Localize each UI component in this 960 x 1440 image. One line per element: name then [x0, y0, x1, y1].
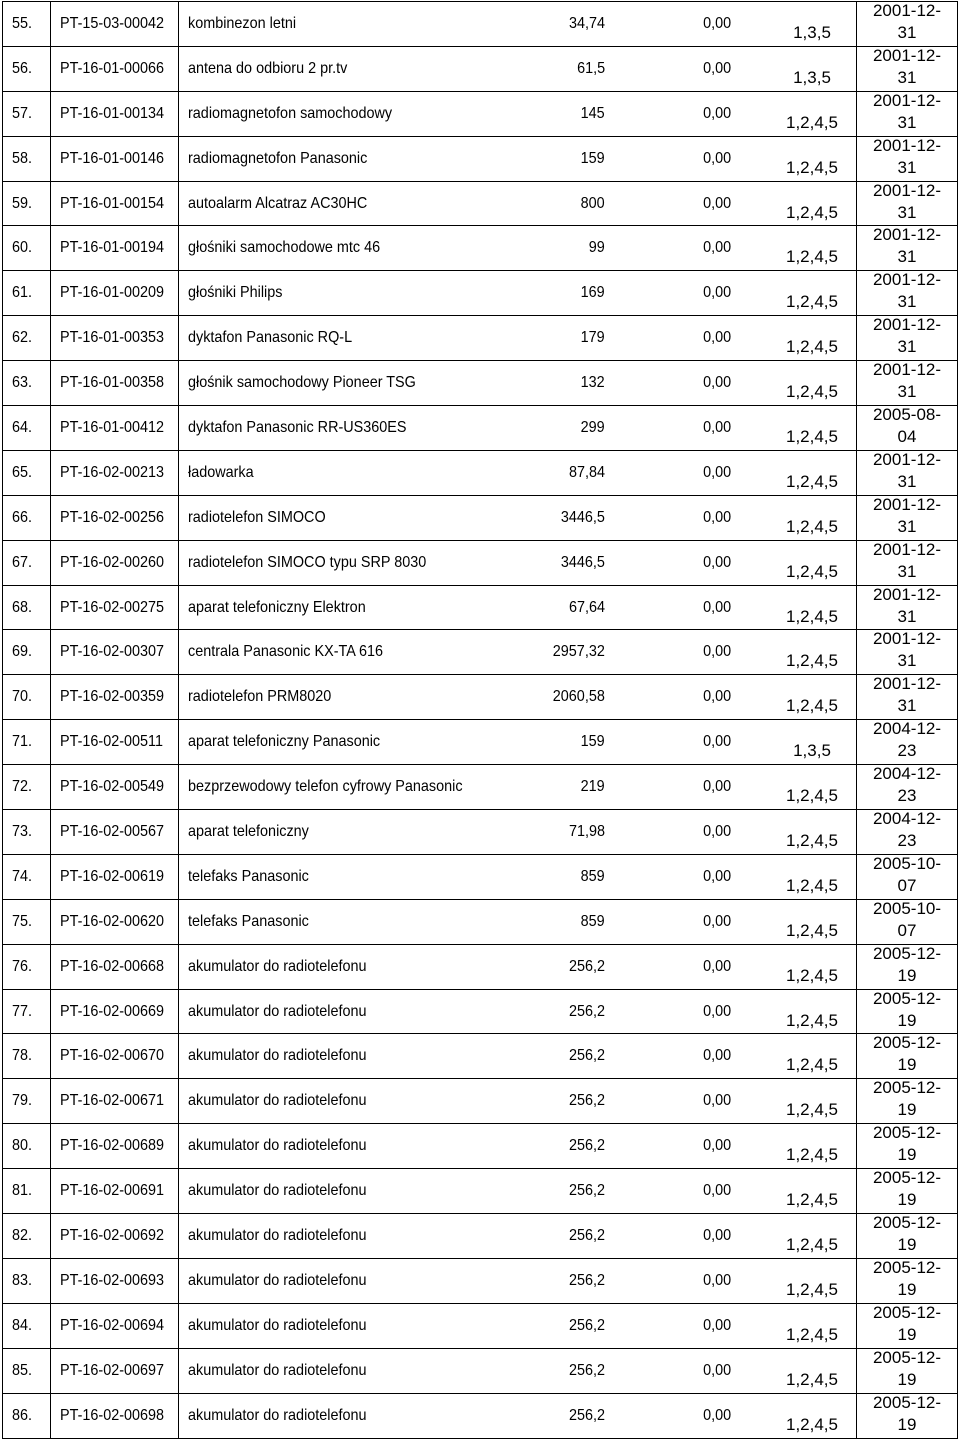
item-name: radiotelefon SIMOCO typu SRP 8030: [188, 553, 427, 571]
row-number: 81.: [12, 1182, 33, 1200]
item-flags: 1,3,5: [793, 67, 831, 87]
item-value: 145: [580, 104, 605, 122]
item-amount: 0,00: [702, 463, 731, 481]
item-name: ładowarka: [188, 463, 254, 481]
item-value: 800: [580, 194, 605, 212]
date-line-1: 2005-12-: [872, 988, 942, 1008]
item-name: telefaks Panasonic: [188, 912, 309, 930]
date-line-2: 31: [897, 561, 917, 581]
item-value: 256,2: [568, 1182, 605, 1200]
table-row: [3, 1169, 957, 1214]
table-row: [3, 630, 957, 675]
inventory-code: PT-16-01-00066: [60, 59, 165, 77]
item-amount: 0,00: [702, 733, 731, 751]
inventory-code: PT-16-01-00154: [60, 194, 165, 212]
item-amount: 0,00: [702, 867, 731, 885]
date-line-1: 2005-12-: [872, 1168, 942, 1188]
item-flags: 1,2,4,5: [786, 1190, 838, 1210]
item-flags: 1,2,4,5: [786, 1145, 838, 1165]
inventory-code: PT-16-01-00358: [60, 374, 165, 392]
date-line-1: 2005-12-: [872, 1302, 942, 1322]
date-line-2: 19: [897, 1235, 917, 1255]
item-name: aparat telefoniczny: [188, 823, 309, 841]
item-flags: 1,2,4,5: [786, 651, 838, 671]
row-number: 67.: [12, 553, 33, 571]
item-value: 256,2: [568, 1316, 605, 1334]
item-amount: 0,00: [702, 59, 731, 77]
date-line-1: 2001-12-: [872, 584, 942, 604]
inventory-code: PT-16-01-00194: [60, 239, 165, 257]
inventory-code: PT-16-02-00669: [60, 1002, 165, 1020]
inventory-code: PT-16-02-00359: [60, 688, 165, 706]
item-amount: 0,00: [702, 1002, 731, 1020]
inventory-code: PT-16-01-00134: [60, 104, 165, 122]
item-name: antena do odbioru 2 pr.tv: [188, 59, 348, 77]
row-number: 74.: [12, 867, 33, 885]
date-line-1: 2001-12-: [872, 180, 942, 200]
item-amount: 0,00: [702, 374, 731, 392]
date-line-1: 2005-10-: [872, 898, 942, 918]
item-flags: 1,2,4,5: [786, 157, 838, 177]
item-flags: 1,2,4,5: [786, 427, 838, 447]
item-value: 3446,5: [560, 553, 605, 571]
row-number: 68.: [12, 598, 33, 616]
date-line-1: 2005-12-: [872, 1033, 942, 1053]
item-flags: 1,2,4,5: [786, 1369, 838, 1389]
item-value: 256,2: [568, 1227, 605, 1245]
item-name: telefaks Panasonic: [188, 867, 309, 885]
item-value: 256,2: [568, 1092, 605, 1110]
row-number: 64.: [12, 419, 33, 437]
inventory-code: PT-16-02-00668: [60, 957, 165, 975]
item-name: akumulator do radiotelefonu: [188, 1271, 367, 1289]
table-row: [3, 1394, 957, 1439]
item-name: radiomagnetofon samochodowy: [188, 104, 393, 122]
date-line-2: 31: [897, 606, 917, 626]
item-name: akumulator do radiotelefonu: [188, 1002, 367, 1020]
date-line-2: 19: [897, 1279, 917, 1299]
item-value: 87,84: [568, 463, 605, 481]
inventory-code: PT-16-01-00146: [60, 149, 165, 167]
row-number: 61.: [12, 284, 33, 302]
table-row: [3, 316, 957, 361]
item-name: radiotelefon PRM8020: [188, 688, 332, 706]
item-flags: 1,2,4,5: [786, 202, 838, 222]
item-name: aparat telefoniczny Panasonic: [188, 733, 381, 751]
row-number: 75.: [12, 912, 33, 930]
item-flags: 1,2,4,5: [786, 875, 838, 895]
inventory-code: PT-15-03-00042: [60, 15, 165, 32]
item-amount: 0,00: [702, 1182, 731, 1200]
item-amount: 0,00: [702, 508, 731, 526]
item-value: 256,2: [568, 1361, 605, 1379]
item-amount: 0,00: [702, 329, 731, 347]
item-name: akumulator do radiotelefonu: [188, 1361, 367, 1379]
table-row: [3, 1304, 957, 1349]
item-value: 61,5: [576, 59, 605, 77]
inventory-code: PT-16-02-00698: [60, 1406, 165, 1424]
item-flags: 1,2,4,5: [786, 471, 838, 491]
date-line-1: 2005-12-: [872, 1123, 942, 1143]
item-amount: 0,00: [702, 419, 731, 437]
item-value: 99: [588, 239, 605, 257]
item-amount: 0,00: [702, 15, 731, 32]
table-row: [3, 451, 957, 496]
date-line-2: 19: [897, 1100, 917, 1120]
row-number: 66.: [12, 508, 33, 526]
item-name: akumulator do radiotelefonu: [188, 1182, 367, 1200]
item-name: aparat telefoniczny Elektron: [188, 598, 366, 616]
inventory-code: PT-16-02-00693: [60, 1271, 165, 1289]
item-flags: 1,2,4,5: [786, 112, 838, 132]
table-row: [3, 1214, 957, 1259]
table-row: [3, 1079, 957, 1124]
item-value: 256,2: [568, 1406, 605, 1424]
table-row: [3, 720, 957, 765]
item-name: akumulator do radiotelefonu: [188, 1047, 367, 1065]
row-number: 73.: [12, 823, 33, 841]
item-amount: 0,00: [702, 104, 731, 122]
row-number: 69.: [12, 643, 33, 661]
item-amount: 0,00: [702, 1316, 731, 1334]
item-flags: 1,2,4,5: [786, 606, 838, 626]
row-number: 57.: [12, 104, 33, 122]
item-flags: 1,2,4,5: [786, 516, 838, 536]
date-line-1: 2001-12-: [872, 629, 942, 649]
date-line-1: 2001-12-: [872, 270, 942, 290]
item-flags: 1,2,4,5: [786, 1100, 838, 1120]
inventory-code: PT-16-01-00209: [60, 284, 165, 302]
inventory-code: PT-16-02-00620: [60, 912, 165, 930]
item-value: 132: [580, 374, 605, 392]
inventory-code: PT-16-02-00670: [60, 1047, 165, 1065]
item-flags: 1,2,4,5: [786, 1055, 838, 1075]
date-line-1: 2005-12-: [872, 1392, 942, 1412]
item-amount: 0,00: [702, 1406, 731, 1424]
row-number: 84.: [12, 1316, 33, 1334]
inventory-code: PT-16-02-00275: [60, 598, 165, 616]
table-row: [3, 1259, 957, 1304]
item-value: 3446,5: [560, 508, 605, 526]
inventory-code: PT-16-02-00567: [60, 823, 165, 841]
item-amount: 0,00: [702, 598, 731, 616]
date-line-2: 19: [897, 1369, 917, 1389]
item-name: dyktafon Panasonic RQ-L: [188, 329, 353, 347]
date-line-2: 31: [897, 157, 917, 177]
item-amount: 0,00: [702, 912, 731, 930]
item-value: 169: [580, 284, 605, 302]
item-flags: 1,2,4,5: [786, 382, 838, 402]
item-flags: 1,2,4,5: [786, 965, 838, 985]
date-line-1: 2001-12-: [872, 1, 942, 20]
item-flags: 1,2,4,5: [786, 786, 838, 806]
table-row: [3, 1124, 957, 1169]
table-row: [3, 1349, 957, 1394]
inventory-code: PT-16-02-00260: [60, 553, 165, 571]
date-line-2: 23: [897, 741, 917, 761]
item-value: 256,2: [568, 1002, 605, 1020]
item-amount: 0,00: [702, 823, 731, 841]
date-line-2: 19: [897, 1190, 917, 1210]
date-line-1: 2001-12-: [872, 449, 942, 469]
item-flags: 1,2,4,5: [786, 292, 838, 312]
item-amount: 0,00: [702, 1137, 731, 1155]
table-row: [3, 810, 957, 855]
table-row: [3, 675, 957, 720]
inventory-code: PT-16-02-00697: [60, 1361, 165, 1379]
date-line-1: 2005-12-: [872, 943, 942, 963]
inventory-code: PT-16-02-00694: [60, 1316, 165, 1334]
item-name: centrala Panasonic KX-TA 616: [188, 643, 384, 661]
item-value: 159: [580, 149, 605, 167]
date-line-1: 2005-12-: [872, 1347, 942, 1367]
table-row: [3, 137, 957, 182]
item-value: 179: [580, 329, 605, 347]
date-line-2: 07: [897, 875, 917, 895]
item-flags: 1,2,4,5: [786, 337, 838, 357]
row-number: 85.: [12, 1361, 33, 1379]
date-line-2: 31: [897, 516, 917, 536]
row-number: 86.: [12, 1406, 33, 1424]
item-amount: 0,00: [702, 239, 731, 257]
item-name: akumulator do radiotelefonu: [188, 1137, 367, 1155]
item-amount: 0,00: [702, 957, 731, 975]
row-number: 80.: [12, 1137, 33, 1155]
row-number: 63.: [12, 374, 33, 392]
date-line-2: 19: [897, 1145, 917, 1165]
row-number: 62.: [12, 329, 33, 347]
table-row: [3, 765, 957, 810]
item-flags: 1,3,5: [793, 741, 831, 761]
date-line-2: 31: [897, 651, 917, 671]
date-line-2: 23: [897, 831, 917, 851]
item-value: 859: [580, 867, 605, 885]
item-flags: 1,2,4,5: [786, 1414, 838, 1434]
table-row: [3, 541, 957, 586]
inventory-code: PT-16-02-00619: [60, 867, 165, 885]
inventory-table: [2, 1, 958, 1439]
inventory-code: PT-16-02-00689: [60, 1137, 165, 1155]
item-name: głośniki Philips: [188, 284, 283, 302]
item-flags: 1,2,4,5: [786, 1010, 838, 1030]
date-line-2: 31: [897, 67, 917, 87]
item-name: kombinezon letni: [188, 15, 297, 32]
item-name: radiotelefon SIMOCO: [188, 508, 326, 526]
item-amount: 0,00: [702, 688, 731, 706]
inventory-code: PT-16-02-00256: [60, 508, 165, 526]
item-value: 256,2: [568, 1137, 605, 1155]
item-name: akumulator do radiotelefonu: [188, 1406, 367, 1424]
table-row: [3, 182, 957, 227]
date-line-1: 2005-12-: [872, 1078, 942, 1098]
date-line-2: 19: [897, 1324, 917, 1344]
date-line-1: 2005-08-: [872, 405, 942, 425]
row-number: 79.: [12, 1092, 33, 1110]
item-value: 256,2: [568, 1271, 605, 1289]
inventory-code: PT-16-01-00353: [60, 329, 165, 347]
item-value: 71,98: [568, 823, 605, 841]
item-value: 299: [580, 419, 605, 437]
row-number: 72.: [12, 778, 33, 796]
row-number: 65.: [12, 463, 33, 481]
item-amount: 0,00: [702, 643, 731, 661]
item-flags: 1,2,4,5: [786, 247, 838, 267]
item-value: 2060,58: [552, 688, 605, 706]
date-line-1: 2004-12-: [872, 809, 942, 829]
date-line-2: 31: [897, 292, 917, 312]
inventory-code: PT-16-02-00549: [60, 778, 165, 796]
date-line-2: 31: [897, 247, 917, 267]
item-value: 219: [580, 778, 605, 796]
item-flags: 1,2,4,5: [786, 1324, 838, 1344]
item-value: 2957,32: [552, 643, 605, 661]
item-name: głośnik samochodowy Pioneer TSG: [188, 374, 416, 392]
item-flags: 1,2,4,5: [786, 1235, 838, 1255]
item-value: 859: [580, 912, 605, 930]
item-name: akumulator do radiotelefonu: [188, 1316, 367, 1334]
inventory-code: PT-16-02-00213: [60, 463, 165, 481]
table-row: [3, 496, 957, 541]
item-name: radiomagnetofon Panasonic: [188, 149, 368, 167]
item-name: akumulator do radiotelefonu: [188, 957, 367, 975]
date-line-2: 31: [897, 23, 917, 42]
row-number: 71.: [12, 733, 33, 751]
item-amount: 0,00: [702, 149, 731, 167]
inventory-code: PT-16-01-00412: [60, 419, 165, 437]
date-line-1: 2004-12-: [872, 719, 942, 739]
item-value: 159: [580, 733, 605, 751]
date-line-1: 2004-12-: [872, 764, 942, 784]
date-line-1: 2005-10-: [872, 853, 942, 873]
item-value: 34,74: [568, 15, 605, 32]
row-number: 60.: [12, 239, 33, 257]
row-number: 77.: [12, 1002, 33, 1020]
item-amount: 0,00: [702, 1092, 731, 1110]
date-line-1: 2005-12-: [872, 1257, 942, 1277]
table-row: [3, 361, 957, 406]
item-flags: 1,2,4,5: [786, 696, 838, 716]
item-flags: 1,2,4,5: [786, 1279, 838, 1299]
date-line-1: 2005-12-: [872, 1213, 942, 1233]
item-amount: 0,00: [702, 778, 731, 796]
item-amount: 0,00: [702, 1047, 731, 1065]
table-row: [3, 1034, 957, 1079]
item-flags: 1,2,4,5: [786, 561, 838, 581]
item-amount: 0,00: [702, 1271, 731, 1289]
table-row: [3, 586, 957, 631]
item-name: głośniki samochodowe mtc 46: [188, 239, 381, 257]
date-line-1: 2001-12-: [872, 360, 942, 380]
item-flags: 1,3,5: [793, 23, 831, 42]
table-row: [3, 900, 957, 945]
date-line-1: 2001-12-: [872, 315, 942, 335]
date-line-1: 2001-12-: [872, 539, 942, 559]
row-number: 59.: [12, 194, 33, 212]
row-number: 78.: [12, 1047, 33, 1065]
table-row: [3, 226, 957, 271]
date-line-2: 19: [897, 1055, 917, 1075]
date-line-2: 31: [897, 202, 917, 222]
item-amount: 0,00: [702, 553, 731, 571]
table-row: [3, 2, 957, 47]
date-line-1: 2001-12-: [872, 45, 942, 65]
table-row: [3, 47, 957, 92]
date-line-2: 31: [897, 337, 917, 357]
date-line-2: 31: [897, 112, 917, 132]
item-amount: 0,00: [702, 194, 731, 212]
item-flags: 1,2,4,5: [786, 920, 838, 940]
table-row: [3, 855, 957, 900]
row-number: 82.: [12, 1227, 33, 1245]
item-amount: 0,00: [702, 284, 731, 302]
item-name: bezprzewodowy telefon cyfrowy Panasonic: [188, 778, 463, 796]
date-line-1: 2001-12-: [872, 674, 942, 694]
date-line-2: 23: [897, 786, 917, 806]
item-name: autoalarm Alcatraz AC30HC: [188, 194, 368, 212]
row-number: 55.: [12, 15, 33, 32]
date-line-1: 2001-12-: [872, 494, 942, 514]
inventory-code: PT-16-02-00307: [60, 643, 165, 661]
date-line-2: 31: [897, 696, 917, 716]
inventory-code: PT-16-02-00671: [60, 1092, 165, 1110]
table-row: [3, 92, 957, 137]
row-number: 70.: [12, 688, 33, 706]
date-line-2: 19: [897, 1010, 917, 1030]
item-flags: 1,2,4,5: [786, 831, 838, 851]
date-line-1: 2001-12-: [872, 135, 942, 155]
item-value: 67,64: [568, 598, 605, 616]
item-amount: 0,00: [702, 1361, 731, 1379]
table-row: [3, 990, 957, 1035]
item-value: 256,2: [568, 957, 605, 975]
row-number: 83.: [12, 1271, 33, 1289]
row-number: 56.: [12, 59, 33, 77]
date-line-2: 04: [897, 427, 917, 447]
row-number: 58.: [12, 149, 33, 167]
item-amount: 0,00: [702, 1227, 731, 1245]
inventory-code: PT-16-02-00692: [60, 1227, 165, 1245]
date-line-1: 2001-12-: [872, 90, 942, 110]
date-line-2: 31: [897, 471, 917, 491]
table-row: [3, 271, 957, 316]
item-name: dyktafon Panasonic RR-US360ES: [188, 419, 407, 437]
item-value: 256,2: [568, 1047, 605, 1065]
inventory-code: PT-16-02-00511: [60, 733, 164, 751]
item-name: akumulator do radiotelefonu: [188, 1092, 367, 1110]
table-row: [3, 945, 957, 990]
date-line-2: 31: [897, 382, 917, 402]
row-number: 76.: [12, 957, 33, 975]
date-line-2: 19: [897, 965, 917, 985]
table-row: [3, 406, 957, 451]
date-line-1: 2001-12-: [872, 225, 942, 245]
inventory-code: PT-16-02-00691: [60, 1182, 165, 1200]
item-name: akumulator do radiotelefonu: [188, 1227, 367, 1245]
date-line-2: 07: [897, 920, 917, 940]
date-line-2: 19: [897, 1414, 917, 1434]
